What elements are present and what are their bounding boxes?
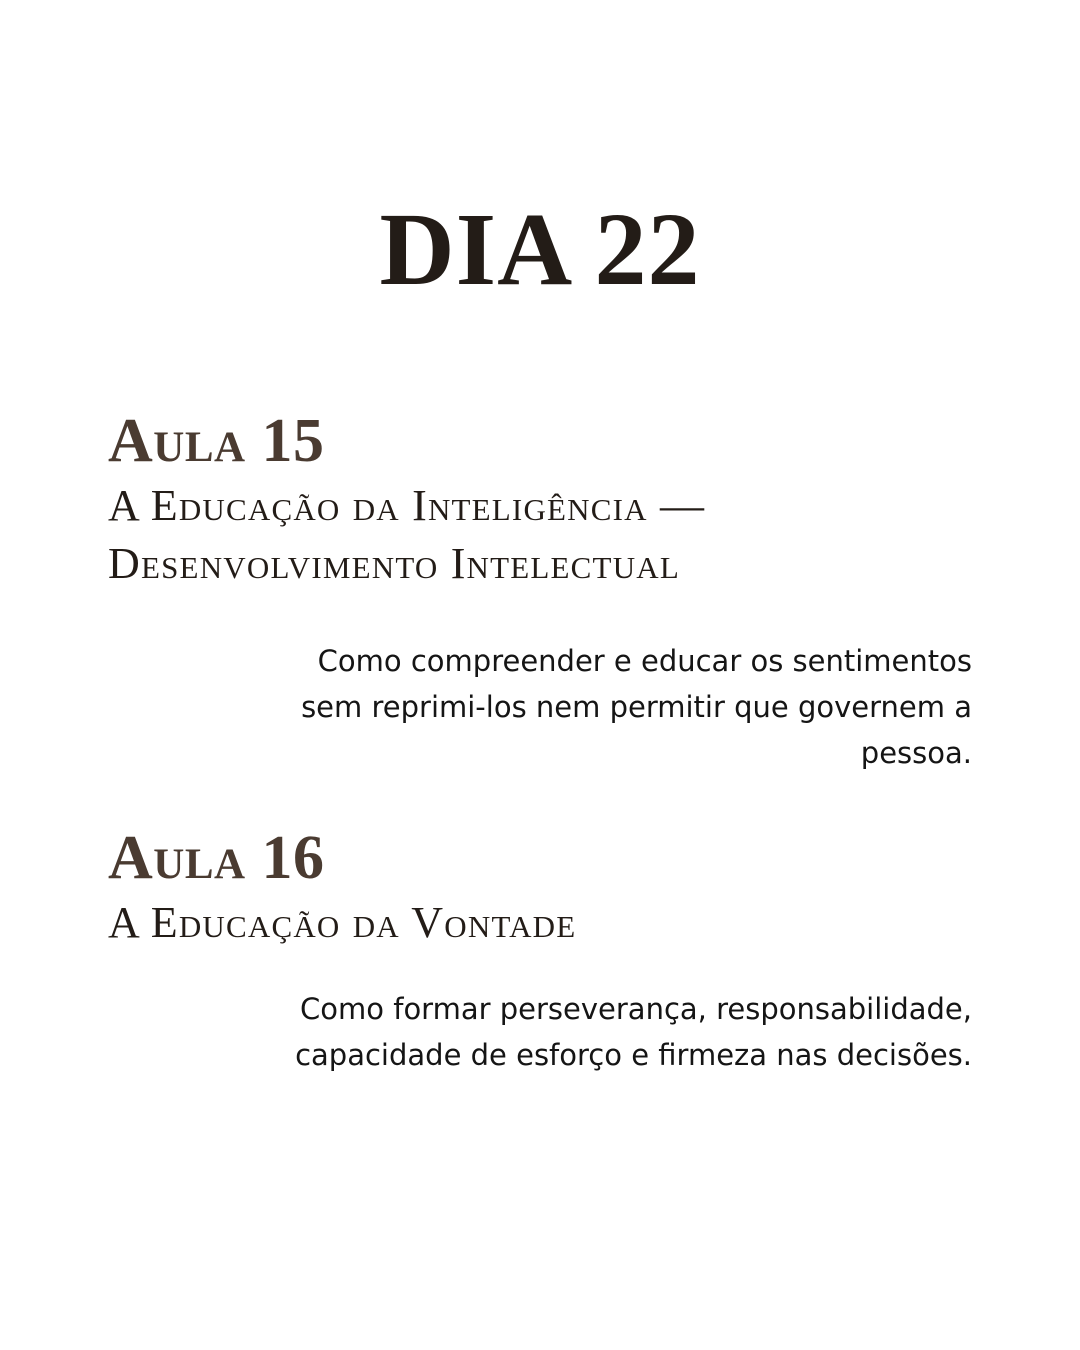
lesson-15-description-line-2: sem reprimi-los nem permitir que governem a [301,690,972,724]
lesson-16 [108,822,972,952]
lesson-15-description-line-3: pessoa. [860,736,972,770]
lesson-16-description-line-2: capacidade de esforço e firmeza nas decisões. [295,1038,972,1072]
lesson-16-description-line-1: Como formar perseverança, responsabilidade, [300,992,972,1026]
lesson-16-heading: Aula 16 [108,824,325,892]
lesson-16-subtitle [108,894,972,952]
lesson-16-description [172,986,972,1078]
lesson-15 [108,405,972,593]
lesson-15-subtitle-line-2: Desenvolvimento Intelectual [108,539,681,588]
lesson-15-subtitle-line-1: A Educação da Inteligência — [108,481,706,530]
lesson-15-description [172,638,972,776]
lesson-16-subtitle-line-1: A Educação da Vontade [108,898,577,947]
lesson-15-subtitle [108,477,972,593]
lesson-15-heading: Aula 15 [108,407,325,475]
lesson-15-description-line-1: Como compreender e educar os sentimentos [317,644,972,678]
day-title: DIA 22 [379,192,701,307]
